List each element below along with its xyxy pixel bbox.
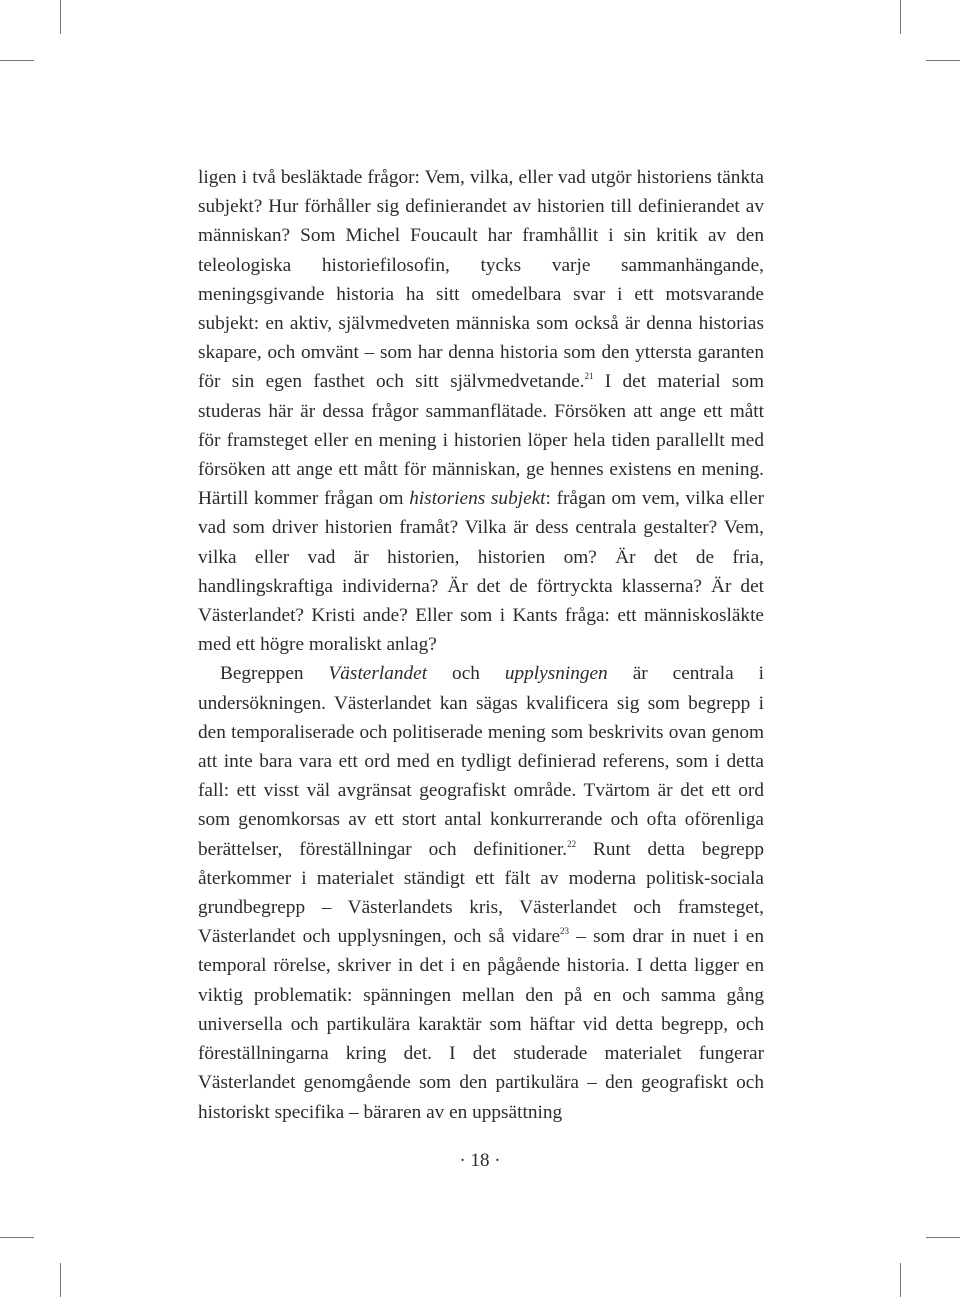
crop-mark-bottom-left-vertical [60,1263,61,1297]
crop-mark-top-left-horizontal [0,60,34,61]
paragraph-1 [198,163,764,659]
text-run: – som drar in nuet i en temporal rörelse, skriver in det i en pågående historia. I detta ligger en viktig problematik: spänningen mellan den på en och samma gång universella och partikulära karaktär som häftar vid detta begrepp, och föreställningarna kring det. I det studerade materialet fungerar Västerlandet genomgående som den partikulära – den geografiskt och historiskt specifika – bäraren av en uppsättning [198,926,764,1123]
crop-mark-top-right-horizontal [926,60,960,61]
text-run: är centrala i undersökningen. Västerlandet kan sägas kvalificera sig som begrepp i den temporaliserade och politiserade mening som beskrivits ovan genom att inte bara vara ett ord med en tydligt definierad referens, som i detta fall: ett visst väl avgränsat geografiskt område. Tvärtom är det ett ord som genomkorsas av ett stort antal konkurrerande och ofta oförenliga berättelser, föreställningar och definitioner. [198,663,764,860]
footnote-ref-21: 21 [584,371,594,382]
text-run: ligen i två besläktade frågor: Vem, vilka, eller vad utgör historiens tänkta subjekt? Hur förhåller sig definierandet av historien till definierandet av människan? Som Michel Foucault har framhållit i sin kritik av den teleologiska historiefilosofin, tycks varje sammanhängande, meningsgivande historia ha sitt omedelbara svar i ett motsvarande subjekt: en aktiv, självmedveten människa som också är denna historias skapare, och omvänt – som har denna historia som den yttersta garanten för sin egen fasthet och sitt självmedvetande. [198,167,764,393]
text-run: : frågan om vem, vilka eller vad som driver historien framåt? Vilka är dess centrala gestalter? Vem, vilka eller vad är historien, historien om? Är det de fria, handlingskraftiga individerna? Är det de förtryckta klasserna? Är det Västerlandet? Kristi ande? Eller som i Kants fråga: ett människosläkte med ett högre moraliskt anlag? [198,488,764,656]
text-run: Runt detta begrepp återkommer i materialet ständigt ett fält av moderna politisk-sociala grundbegrepp – Västerlandets kris, Västerlandet och framsteget, Västerlandet och upplysningen, och så vidare [198,838,764,948]
paragraph-2 [198,659,764,1126]
emphasis-historiens-subjekt: historiens subjekt [409,488,546,510]
crop-mark-top-right-vertical [900,0,901,34]
crop-mark-bottom-right-horizontal [926,1237,960,1238]
emphasis-upplysningen: upplysningen [504,663,608,685]
footnote-ref-22: 22 [567,838,577,849]
crop-mark-top-left-vertical [60,0,61,34]
emphasis-vasterlandet: Västerlandet [328,663,428,685]
crop-mark-bottom-right-vertical [900,1263,901,1297]
body-text [198,163,764,1127]
text-run: och [427,663,505,685]
page-number: · 18 · [459,1150,501,1171]
text-run: I det material som studeras här är dessa frågor sammanflätade. Försöken att ange ett mått för framsteget eller en mening i historien löper hela tiden parallellt med försöken att ange ett mått för människan, ge hennes existens en mening. Härtill kommer frågan om [198,371,765,510]
crop-mark-bottom-left-horizontal [0,1237,34,1238]
text-run: Begreppen [220,663,329,685]
footnote-ref-23: 23 [560,926,570,937]
